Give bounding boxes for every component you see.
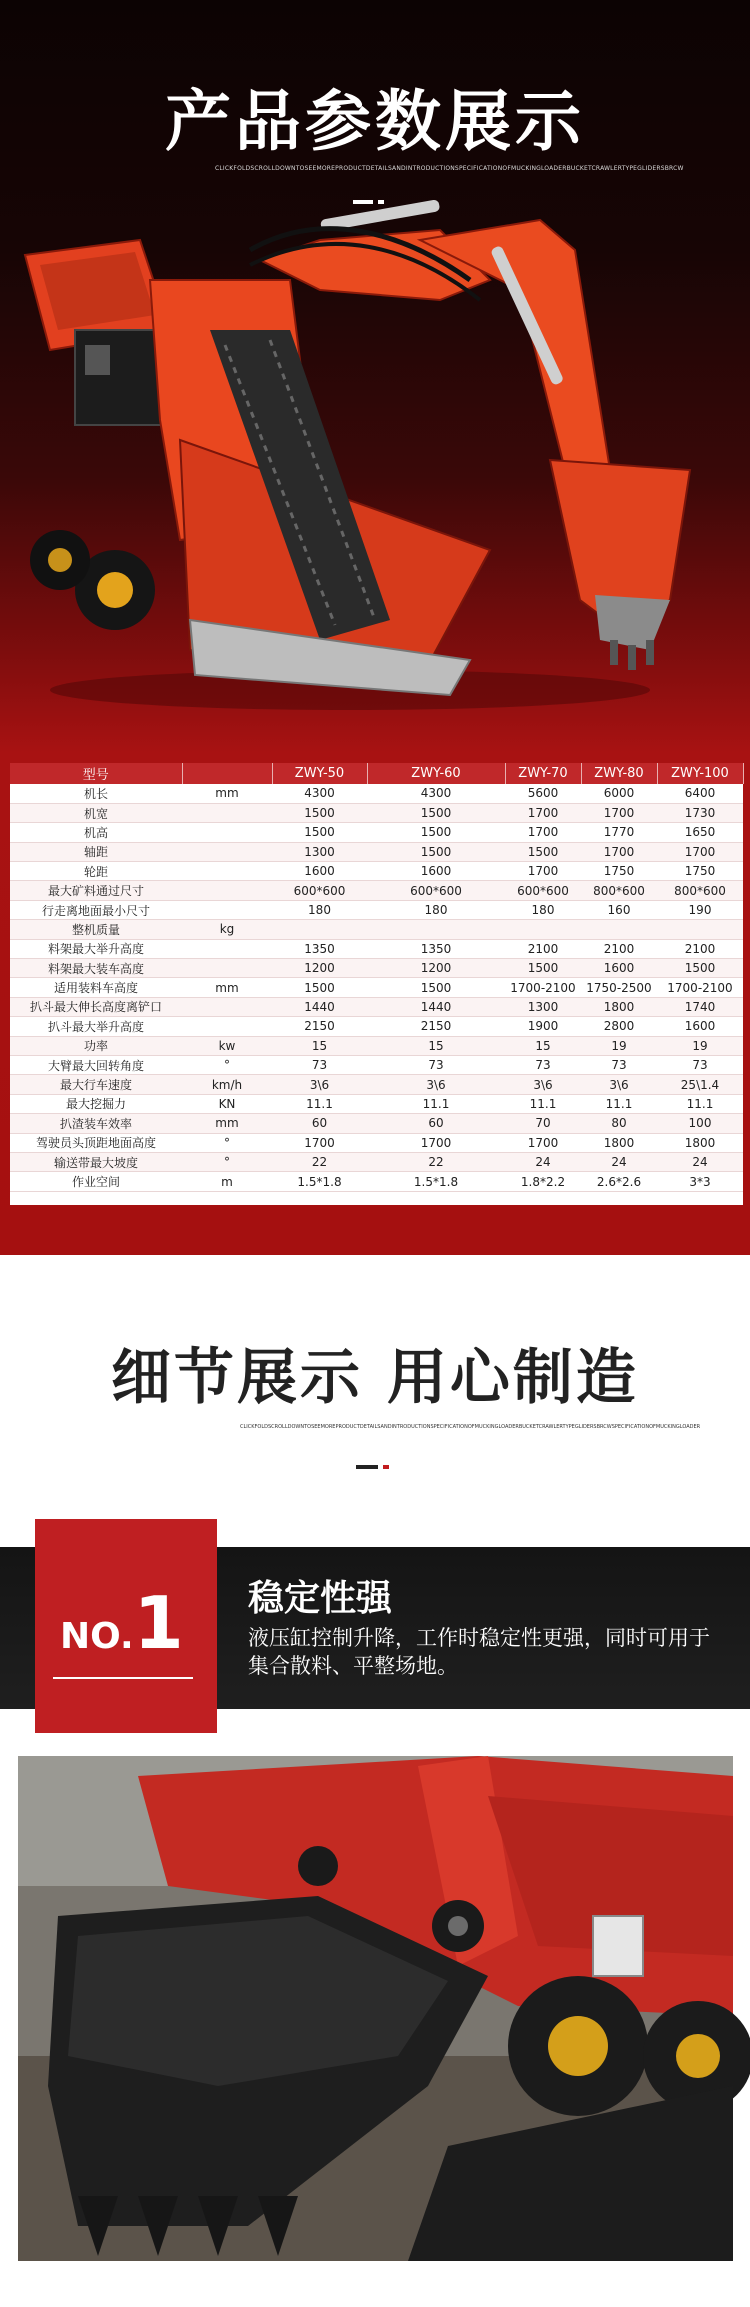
- spec-value: 1500: [505, 842, 581, 861]
- spec-value: 2100: [505, 939, 581, 958]
- spec-value: 5600: [505, 784, 581, 803]
- detail-divider: [356, 1465, 378, 1469]
- spec-value: 2150: [367, 1017, 505, 1036]
- spec-value: 600*600: [272, 881, 367, 900]
- spec-table-row: [10, 1075, 743, 1094]
- spec-unit: km/h: [182, 1075, 272, 1094]
- spec-param-name: 大臂最大回转角度: [10, 1055, 182, 1074]
- spec-value: 73: [657, 1055, 743, 1074]
- spec-value: 2150: [272, 1017, 367, 1036]
- spec-table-row: [10, 803, 743, 822]
- spec-value: 25\1.4: [657, 1075, 743, 1094]
- feature-no-number: 1: [133, 1581, 184, 1665]
- spec-value: 3\6: [581, 1075, 657, 1094]
- spec-table-row: [10, 997, 743, 1016]
- spec-value: [581, 920, 657, 939]
- spec-value: 11.1: [505, 1094, 581, 1113]
- spec-table: [10, 763, 743, 1205]
- spec-param-name: 行走离地面最小尺寸: [10, 900, 182, 919]
- spec-value: 1800: [581, 997, 657, 1016]
- spec-unit: [182, 959, 272, 978]
- spec-table-row: [10, 842, 743, 861]
- spec-table-row: [10, 1094, 743, 1113]
- spec-value: 22: [367, 1152, 505, 1171]
- spec-value: 1750-2500: [581, 978, 657, 997]
- spec-value: 3*3: [657, 1172, 743, 1191]
- spec-param-name: 料架最大举升高度: [10, 939, 182, 958]
- spec-value: 1350: [367, 939, 505, 958]
- feature-description: 液压缸控制升降，工作时稳定性更强，同时可用于集合散料、平整场地。: [248, 1626, 710, 1678]
- title-divider-dot: [378, 200, 384, 204]
- spec-unit: [182, 881, 272, 900]
- spec-value: 600*600: [367, 881, 505, 900]
- spec-unit: [182, 823, 272, 842]
- spec-param-name: 最大挖掘力: [10, 1094, 182, 1113]
- spec-value: 11.1: [367, 1094, 505, 1113]
- spec-value: 1750: [657, 862, 743, 881]
- spec-value: 160: [581, 900, 657, 919]
- spec-value: 180: [367, 900, 505, 919]
- spec-table-row: [10, 823, 743, 842]
- spec-value: 15: [367, 1036, 505, 1055]
- spec-value: 180: [272, 900, 367, 919]
- header-zwy70: ZWY-70: [505, 763, 581, 784]
- spec-value: 1300: [505, 997, 581, 1016]
- spec-value: 1650: [657, 823, 743, 842]
- spec-param-name: 作业空间: [10, 1172, 182, 1191]
- header-unit: [182, 763, 272, 784]
- spec-value: 11.1: [581, 1094, 657, 1113]
- spec-value: 1500: [272, 823, 367, 842]
- spec-value: 1600: [272, 862, 367, 881]
- spec-value: 1700: [505, 823, 581, 842]
- spec-value: 1600: [581, 959, 657, 978]
- spec-table-row: [10, 1152, 743, 1171]
- spec-param-name: 机高: [10, 823, 182, 842]
- spec-value: 1500: [272, 803, 367, 822]
- detail-divider-dot: [383, 1465, 389, 1469]
- spec-unit: °: [182, 1152, 272, 1171]
- spec-param-name: 扒斗最大伸长高度离铲口: [10, 997, 182, 1016]
- spec-value: 60: [367, 1114, 505, 1133]
- spec-value: 2100: [581, 939, 657, 958]
- spec-value: 73: [581, 1055, 657, 1074]
- spec-value: 70: [505, 1114, 581, 1133]
- bucket-detail-photo: [18, 1756, 733, 2261]
- spec-param-name: 扒斗最大举升高度: [10, 1017, 182, 1036]
- spec-unit: mm: [182, 1114, 272, 1133]
- spec-value: 1700: [505, 803, 581, 822]
- spec-title: 产品参数展示: [165, 83, 585, 160]
- spec-unit: °: [182, 1133, 272, 1152]
- spec-value: 1700: [505, 1133, 581, 1152]
- spec-value: 1700: [272, 1133, 367, 1152]
- spec-table-row: [10, 1017, 743, 1036]
- spec-value: 2100: [657, 939, 743, 958]
- spec-param-name: 机长: [10, 784, 182, 803]
- spec-value: 2800: [581, 1017, 657, 1036]
- spec-unit: mm: [182, 978, 272, 997]
- spec-table-row: [10, 784, 743, 803]
- header-zwy60: ZWY-60: [367, 763, 505, 784]
- spec-value: 1800: [657, 1133, 743, 1152]
- spec-value: 1.5*1.8: [272, 1172, 367, 1191]
- spec-unit: [182, 939, 272, 958]
- spec-unit: [182, 997, 272, 1016]
- spec-value: 1800: [581, 1133, 657, 1152]
- spec-value: 1750: [581, 862, 657, 881]
- spec-value: 24: [581, 1152, 657, 1171]
- title-divider: [353, 200, 373, 204]
- header-zwy100: ZWY-100: [657, 763, 743, 784]
- spec-value: 22: [272, 1152, 367, 1171]
- spec-table-row: [10, 881, 743, 900]
- spec-value: 19: [657, 1036, 743, 1055]
- spec-param-name: 输送带最大坡度: [10, 1152, 182, 1171]
- spec-value: 100: [657, 1114, 743, 1133]
- feature-no-prefix: NO.: [60, 1616, 134, 1657]
- spec-value: [657, 920, 743, 939]
- spec-value: 73: [367, 1055, 505, 1074]
- spec-value: 6400: [657, 784, 743, 803]
- feature-number-badge: [35, 1519, 217, 1733]
- spec-param-name: 功率: [10, 1036, 182, 1055]
- spec-value: 24: [505, 1152, 581, 1171]
- detail-title: 细节展示 用心制造: [111, 1343, 639, 1413]
- spec-value: 1200: [272, 959, 367, 978]
- spec-value: 190: [657, 900, 743, 919]
- spec-unit: kg: [182, 920, 272, 939]
- spec-param-name: 整机质量: [10, 920, 182, 939]
- spec-table-row: [10, 920, 743, 939]
- spec-param-name: 驾驶员头顶距地面高度: [10, 1133, 182, 1152]
- feature-title: 稳定性强: [248, 1578, 393, 1619]
- spec-value: 1500: [367, 842, 505, 861]
- header-model: 型号: [10, 763, 182, 784]
- spec-param-name: 最大矿料通过尺寸: [10, 881, 182, 900]
- spec-value: 1500: [367, 803, 505, 822]
- spec-table-row: [10, 1114, 743, 1133]
- spec-value: 1300: [272, 842, 367, 861]
- spec-value: 6000: [581, 784, 657, 803]
- spec-value: 1500: [367, 978, 505, 997]
- spec-value: 1350: [272, 939, 367, 958]
- spec-table-row: [10, 1172, 743, 1191]
- spec-value: 1740: [657, 997, 743, 1016]
- spec-value: 1700: [367, 1133, 505, 1152]
- spec-value: 1440: [272, 997, 367, 1016]
- spec-value: 2.6*2.6: [581, 1172, 657, 1191]
- spec-subtitle: CLICKFOLDSCROLLDOWNTOSEEMOREPRODUCTDETAILSANDINTRODUCTIONSPECIFICATIONOFMUCKINGLOADERBUCKETCRAWLERTYPEGLIDERSBRCW: [215, 165, 684, 172]
- spec-table-row: [10, 900, 743, 919]
- spec-value: 1500: [272, 978, 367, 997]
- spec-table-row: [10, 1036, 743, 1055]
- spec-value: 1.5*1.8: [367, 1172, 505, 1191]
- spec-value: 19: [581, 1036, 657, 1055]
- spec-value: 1500: [657, 959, 743, 978]
- spec-value: 800*600: [657, 881, 743, 900]
- spec-unit: mm: [182, 784, 272, 803]
- spec-value: 800*600: [581, 881, 657, 900]
- spec-param-name: 轴距: [10, 842, 182, 861]
- spec-unit: KN: [182, 1094, 272, 1113]
- spec-param-name: 适用装料车高度: [10, 978, 182, 997]
- spec-value: 1600: [657, 1017, 743, 1036]
- machine-image: [20, 220, 710, 720]
- spec-value: 11.1: [272, 1094, 367, 1113]
- spec-value: 1700-2100: [505, 978, 581, 997]
- spec-value: 1500: [367, 823, 505, 842]
- spec-unit: [182, 842, 272, 861]
- spec-value: 15: [505, 1036, 581, 1055]
- spec-value: 73: [505, 1055, 581, 1074]
- spec-value: 60: [272, 1114, 367, 1133]
- spec-value: 3\6: [272, 1075, 367, 1094]
- spec-unit: [182, 900, 272, 919]
- spec-value: 11.1: [657, 1094, 743, 1113]
- spec-value: 1700-2100: [657, 978, 743, 997]
- badge-underline: [53, 1677, 193, 1679]
- spec-value: 1730: [657, 803, 743, 822]
- spec-param-name: 轮距: [10, 862, 182, 881]
- spec-value: 1.8*2.2: [505, 1172, 581, 1191]
- header-zwy50: ZWY-50: [272, 763, 367, 784]
- spec-param-name: 扒渣装车效率: [10, 1114, 182, 1133]
- spec-param-name: 最大行车速度: [10, 1075, 182, 1094]
- header-zwy80: ZWY-80: [581, 763, 657, 784]
- spec-param-name: 料架最大装车高度: [10, 959, 182, 978]
- spec-table-row: [10, 939, 743, 958]
- spec-value: [272, 920, 367, 939]
- spec-value: 4300: [367, 784, 505, 803]
- spec-value: 1440: [367, 997, 505, 1016]
- spec-value: 180: [505, 900, 581, 919]
- spec-value: 3\6: [505, 1075, 581, 1094]
- spec-unit: [182, 803, 272, 822]
- spec-value: 1770: [581, 823, 657, 842]
- spec-param-name: 机宽: [10, 803, 182, 822]
- spec-value: 1500: [505, 959, 581, 978]
- spec-value: 3\6: [367, 1075, 505, 1094]
- spec-table-header: [10, 763, 743, 784]
- spec-table-row: [10, 1055, 743, 1074]
- spec-value: 1700: [581, 803, 657, 822]
- spec-value: 1900: [505, 1017, 581, 1036]
- spec-value: 15: [272, 1036, 367, 1055]
- spec-table-row: [10, 1133, 743, 1152]
- spec-unit: [182, 862, 272, 881]
- detail-subtitle: CLICKFOLDSCROLLDOWNTOSEEMOREPRODUCTDETAILSANDINTRODUCTIONSPECIFICATIONOFMUCKINGLOADERBUCKETCRAWLERTYPEGLIDERSBRCWSPECIFICATIONOFMUCKINGLOADER: [240, 1424, 701, 1430]
- spec-value: 1700: [581, 842, 657, 861]
- spec-unit: m: [182, 1172, 272, 1191]
- spec-unit: °: [182, 1055, 272, 1074]
- spec-value: [505, 920, 581, 939]
- spec-value: 1600: [367, 862, 505, 881]
- spec-value: 600*600: [505, 881, 581, 900]
- spec-unit: [182, 1017, 272, 1036]
- spec-table-row: [10, 959, 743, 978]
- spec-unit: kw: [182, 1036, 272, 1055]
- spec-value: 4300: [272, 784, 367, 803]
- spec-value: 80: [581, 1114, 657, 1133]
- spec-value: 24: [657, 1152, 743, 1171]
- spec-value: [367, 920, 505, 939]
- spec-value: 1700: [657, 842, 743, 861]
- spec-value: 73: [272, 1055, 367, 1074]
- spec-table-row: [10, 862, 743, 881]
- spec-value: 1700: [505, 862, 581, 881]
- spec-value: 1200: [367, 959, 505, 978]
- spec-table-row: [10, 978, 743, 997]
